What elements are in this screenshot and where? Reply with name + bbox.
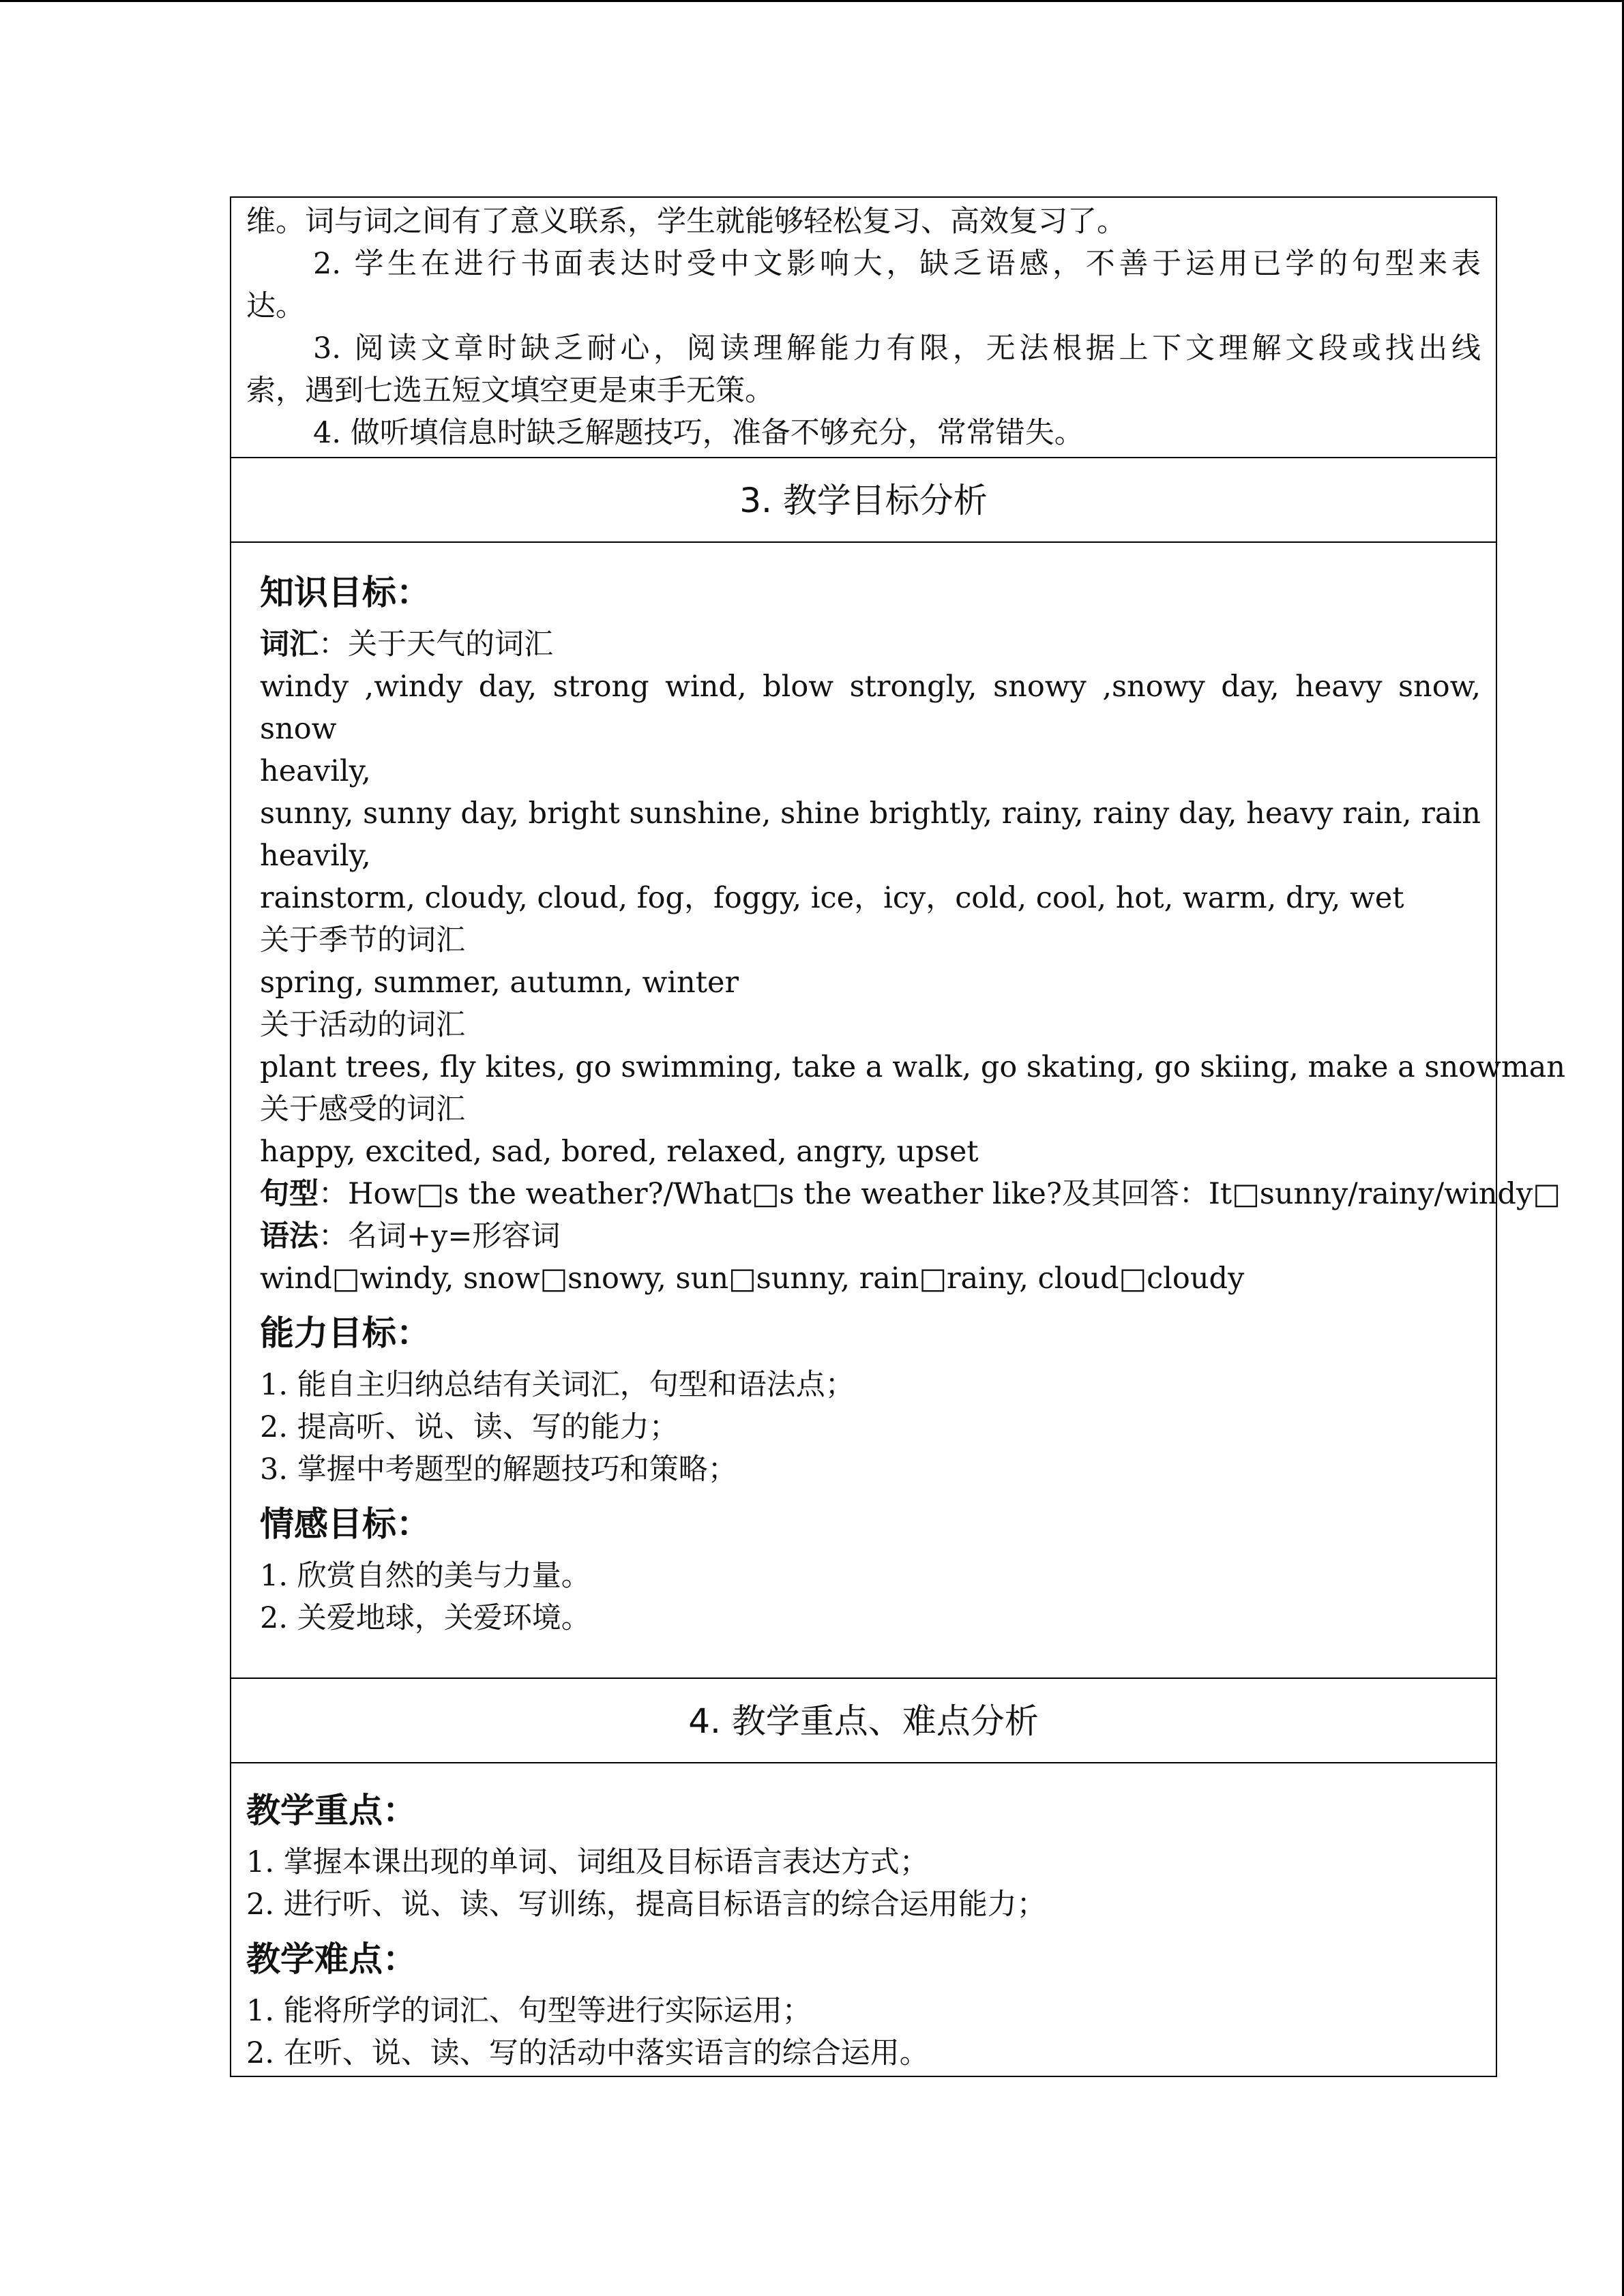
sentence-label: 句型 <box>260 1177 319 1211</box>
list-item: 1. 欣赏自然的美与力量。 <box>260 1559 591 1593</box>
section-header-objectives: 3. 教学目标分析 <box>231 457 1496 541</box>
grammar-line <box>260 1215 1481 1257</box>
list-item: 2. 在听、说、读、写的活动中落实语言的综合运用。 <box>246 2036 929 2070</box>
feeling-vocab-title: 关于感受的词汇 <box>260 1092 465 1127</box>
lesson-plan-table <box>230 196 1565 2077</box>
paragraph-line: 2. 学生在进行书面表达时受中文影响大，缺乏语感，不善于运用已学的句型来表 <box>313 247 1481 281</box>
paragraph-line: 4. 做听填信息时缺乏解题技巧，准备不够充分，常常错失。 <box>313 416 1084 450</box>
page-top-border <box>0 0 1624 2</box>
list-item: 2. 进行听、说、读、写训练，提高目标语言的综合运用能力； <box>246 1888 1046 1922</box>
vocab-label: 词汇 <box>260 627 319 661</box>
activity-words: plant trees, fly kites, go swimming, take a walk, go skating, go skiing, make a snowman <box>260 1050 1565 1084</box>
sentence-pattern-line <box>260 1173 1561 1215</box>
difficult-points-title: 教学难点： <box>246 1939 417 1979</box>
section-header-key-difficult: 4. 教学重点、难点分析 <box>231 1678 1496 1762</box>
vocab-text: ：关于天气的词汇 <box>319 627 553 661</box>
season-vocab-title: 关于季节的词汇 <box>260 923 465 957</box>
list-item: 3. 掌握中考题型的解题技巧和策略； <box>260 1452 737 1487</box>
activity-vocab-title: 关于活动的词汇 <box>260 1008 465 1042</box>
list-item: 2. 关爱地球，关爱环境。 <box>260 1601 591 1635</box>
weather-words-line: windy ,windy day, strong wind, blow strongly, snowy ,snowy day, heavy snow, snow <box>260 670 1481 746</box>
feeling-words: happy, excited, sad, bored, relaxed, angry, upset <box>260 1135 979 1169</box>
paragraph-line: 索，遇到七选五短文填空更是束手无策。 <box>246 374 774 408</box>
grammar-examples: wind□windy, snow□snowy, sun□sunny, rain□rainy, cloud□cloudy <box>260 1262 1245 1296</box>
grammar-label: 语法 <box>260 1219 319 1253</box>
key-points-title: 教学重点： <box>246 1791 417 1830</box>
weather-words-line: sunny, sunny day, bright sunshine, shine brightly, rainy, rainy day, heavy rain, rain heavily, <box>260 796 1481 873</box>
weather-words-line: heavily, <box>260 754 371 788</box>
list-item: 1. 能将所学的词汇、句型等进行实际运用； <box>246 1994 812 2028</box>
paragraph-line: 3. 阅读文章时缺乏耐心，阅读理解能力有限，无法根据上下文理解文段或找出线 <box>313 331 1481 366</box>
paragraph-line: 维。词与词之间有了意义联系，学生就能够轻松复习、高效复习了。 <box>246 205 1126 239</box>
season-words: spring, summer, autumn, winter <box>260 966 739 1000</box>
weather-words-line: rainstorm, cloudy, cloud, fog，foggy, ice，icy，cold, cool, hot, warm, dry, wet <box>260 881 1404 915</box>
objectives-content <box>231 541 1565 1678</box>
knowledge-objectives-title: 知识目标： <box>260 573 430 612</box>
key-difficult-content <box>231 1762 1496 2076</box>
grammar-text: ：名词+y=形容词 <box>319 1219 561 1253</box>
vocab-line <box>260 623 1481 666</box>
list-item: 1. 能自主归纳总结有关词汇，句型和语法点； <box>260 1368 855 1402</box>
sentence-text: ：How□s the weather?/What□s the weather like?及其回答：It□sunny/rainy/windy□ <box>319 1177 1561 1211</box>
list-item: 2. 提高听、说、读、写的能力； <box>260 1410 679 1444</box>
learner-analysis-continuation <box>231 198 1496 457</box>
emotion-objectives-title: 情感目标： <box>260 1504 430 1544</box>
paragraph-line: 达。 <box>246 289 305 323</box>
list-item: 1. 掌握本课出现的单词、词组及目标语言表达方式； <box>246 1845 929 1879</box>
ability-objectives-title: 能力目标： <box>260 1313 430 1353</box>
